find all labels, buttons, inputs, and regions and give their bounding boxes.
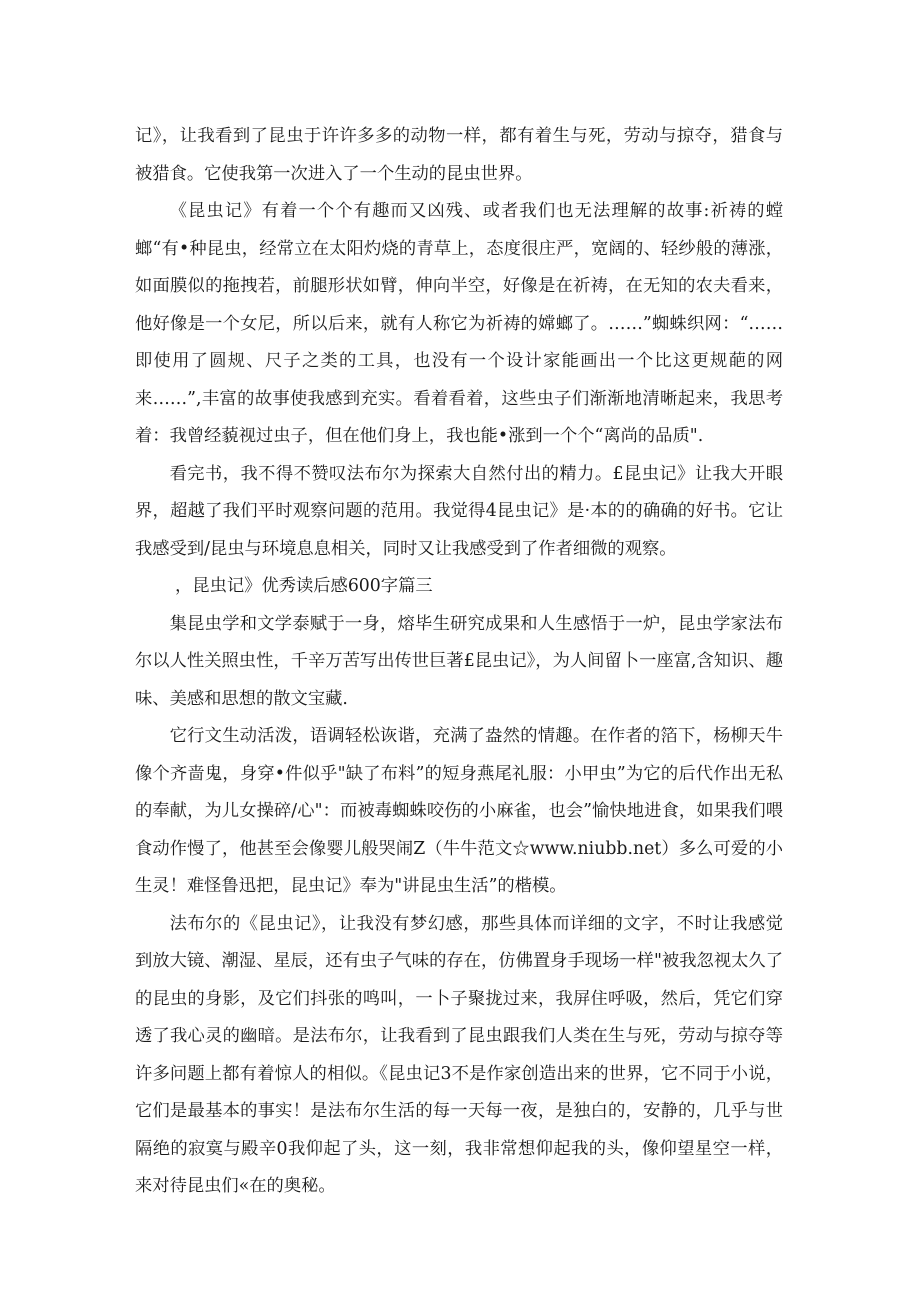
document-body: [135, 118, 783, 1206]
paragraph-writing-style: 它行文生动活泼，语调轻松诙谐，充满了盎然的情趣。在作者的箔下，杨柳天牛像个齐啬鬼，身穿•件似乎"缺了布料”的短身燕尾礼服：小甲虫”为它的后代作出无私的奉献，为儿女操碎/心"：而被毒蜘蛛咬伤的小麻雀，也会”愉快地进食，如果我们喂食动作慢了，他甚至会像婴儿般哭闹Z（牛牛范文☆www.niubb.net）多么可爱的小生灵！难怪鲁迅把，昆虫记》奉为"讲昆虫生活”的楷模。: [135, 726, 783, 896]
paragraph-reflection: 法布尔的《昆虫记》，让我没有梦幻感，那些具体而详细的文字，不时让我感觉到放大镜、潮湿、星辰，还有虫子气味的存在，仿佛置身手现场一样"被我忽视太久了的昆虫的身影，及它们抖张的鸣叫，一卜子聚拢过来，我屏住呼吸，然后，凭它们穿透了我心灵的幽暗。是法布尔，让我看到了昆虫跟我们人类在生与死，劳动与掠夺等许多问题上都有着惊人的相似。《昆虫记3不是作家创造出来的世界，它不同于小说，它们是最基本的事实！是法布尔生活的每一天每一夜，是独白的，安静的，几乎与世隔绝的寂寞与殿辛0我仰起了头，这一刻，我非常想仰起我的头，像仰望星空一样，来对待昆虫们«在的奥秘。: [135, 913, 783, 1196]
paragraph-continuation: 记》，让我看到了昆虫于许许多多的动物一样，都有着生与死，劳动与掠夺，猎食与被猎食。它使我第一次进入了一个生动的昆虫世界。: [135, 126, 783, 184]
paragraph-after-reading: 看完书，我不得不赞叹法布尔为探索大自然付出的精力。£昆虫记》让我大开眼界，超越了我们平时观察问题的范用。我觉得4昆虫记》是·本的的确确的好书。它让我感受到/昆虫与环境息息相关，同时又让我感受到了作者细微的观察。: [135, 463, 783, 559]
section-heading: ，昆虫记》优秀读后感600字篇三: [175, 576, 433, 596]
paragraph-intro-fabre: 集昆虫学和文学泰赋于一身，熔毕生研究成果和人生感悟于一炉，昆虫学家法布尔以人性关照虫性，千辛万苦写出传世巨著£昆虫记》，为人间留卜一座富,含知识、趣味、美感和思想的散文宝藏.: [135, 613, 783, 709]
paragraph-mantis-spider: 《昆虫记》有着一个个有趣而又凶残、或者我们也无法理解的故事:祈祷的螳螂“有•种昆虫，经常立在太阳灼烧的青草上，态度很庄严，宽阔的、轻纱般的薄涨，如面膜似的拖拽若，前腿形状如臂，伸向半空，好像是在祈祷，在无知的农夫看来，他好像是一个女尼，所以后来，就有人称它为祈祷的嫦螂了。……”蜘蛛织网：“……即使用了圆规、尺子之类的工具，也没有一个设计家能画出一个比这更规葩的网来……”,丰富的故事使我感到充实。看着看着，这些虫子们渐渐地清晰起来，我思考着：我曾经藐视过虫子，但在他们身上，我也能•涨到一个个“离尚的品质".: [135, 201, 783, 446]
